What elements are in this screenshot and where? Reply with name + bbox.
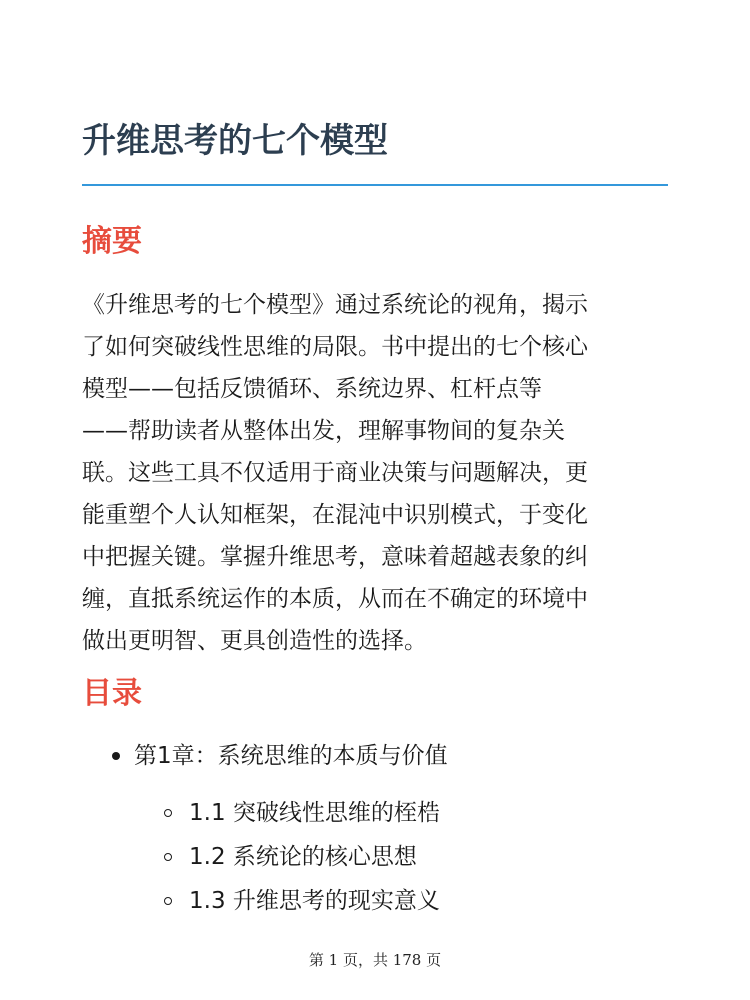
bullet-circle-icon: [164, 809, 172, 817]
toc-section-1-1[interactable]: 1.1 突破线性思维的桎梏: [189, 800, 440, 826]
summary-line: 联。这些工具不仅适用于商业决策与问题解决，更: [82, 460, 588, 486]
summary-line: 能重塑个人认知框架，在混沌中识别模式，于变化: [82, 502, 588, 528]
title-divider: [82, 184, 668, 186]
toc-heading: 目录: [82, 676, 142, 711]
summary-line: 缠，直抵系统运作的本质，从而在不确定的环境中: [82, 586, 588, 612]
page-number-footer: 第 1 页，共 178 页: [308, 951, 442, 969]
toc-chapter-1[interactable]: 第1章：系统思维的本质与价值: [134, 743, 448, 769]
toc-section-1-2[interactable]: 1.2 系统论的核心思想: [189, 844, 417, 870]
summary-paragraph: [82, 284, 668, 662]
page-title: 升维思考的七个模型: [82, 121, 388, 161]
summary-line: 中把握关键。掌握升维思考，意味着超越表象的纠: [82, 544, 588, 570]
summary-line: 《升维思考的七个模型》通过系统论的视角，揭示: [82, 292, 588, 318]
bullet-circle-icon: [164, 853, 172, 861]
summary-line: 模型——包括反馈循环、系统边界、杠杆点等: [82, 376, 542, 402]
toc-section-1-3[interactable]: 1.3 升维思考的现实意义: [189, 888, 440, 914]
bullet-disc-icon: [112, 752, 120, 760]
bullet-circle-icon: [164, 897, 172, 905]
summary-heading: 摘要: [82, 224, 142, 259]
summary-line: ——帮助读者从整体出发，理解事物间的复杂关: [82, 418, 565, 444]
summary-line: 了如何突破线性思维的局限。书中提出的七个核心: [82, 334, 588, 360]
summary-line: 做出更明智、更具创造性的选择。: [82, 628, 427, 654]
